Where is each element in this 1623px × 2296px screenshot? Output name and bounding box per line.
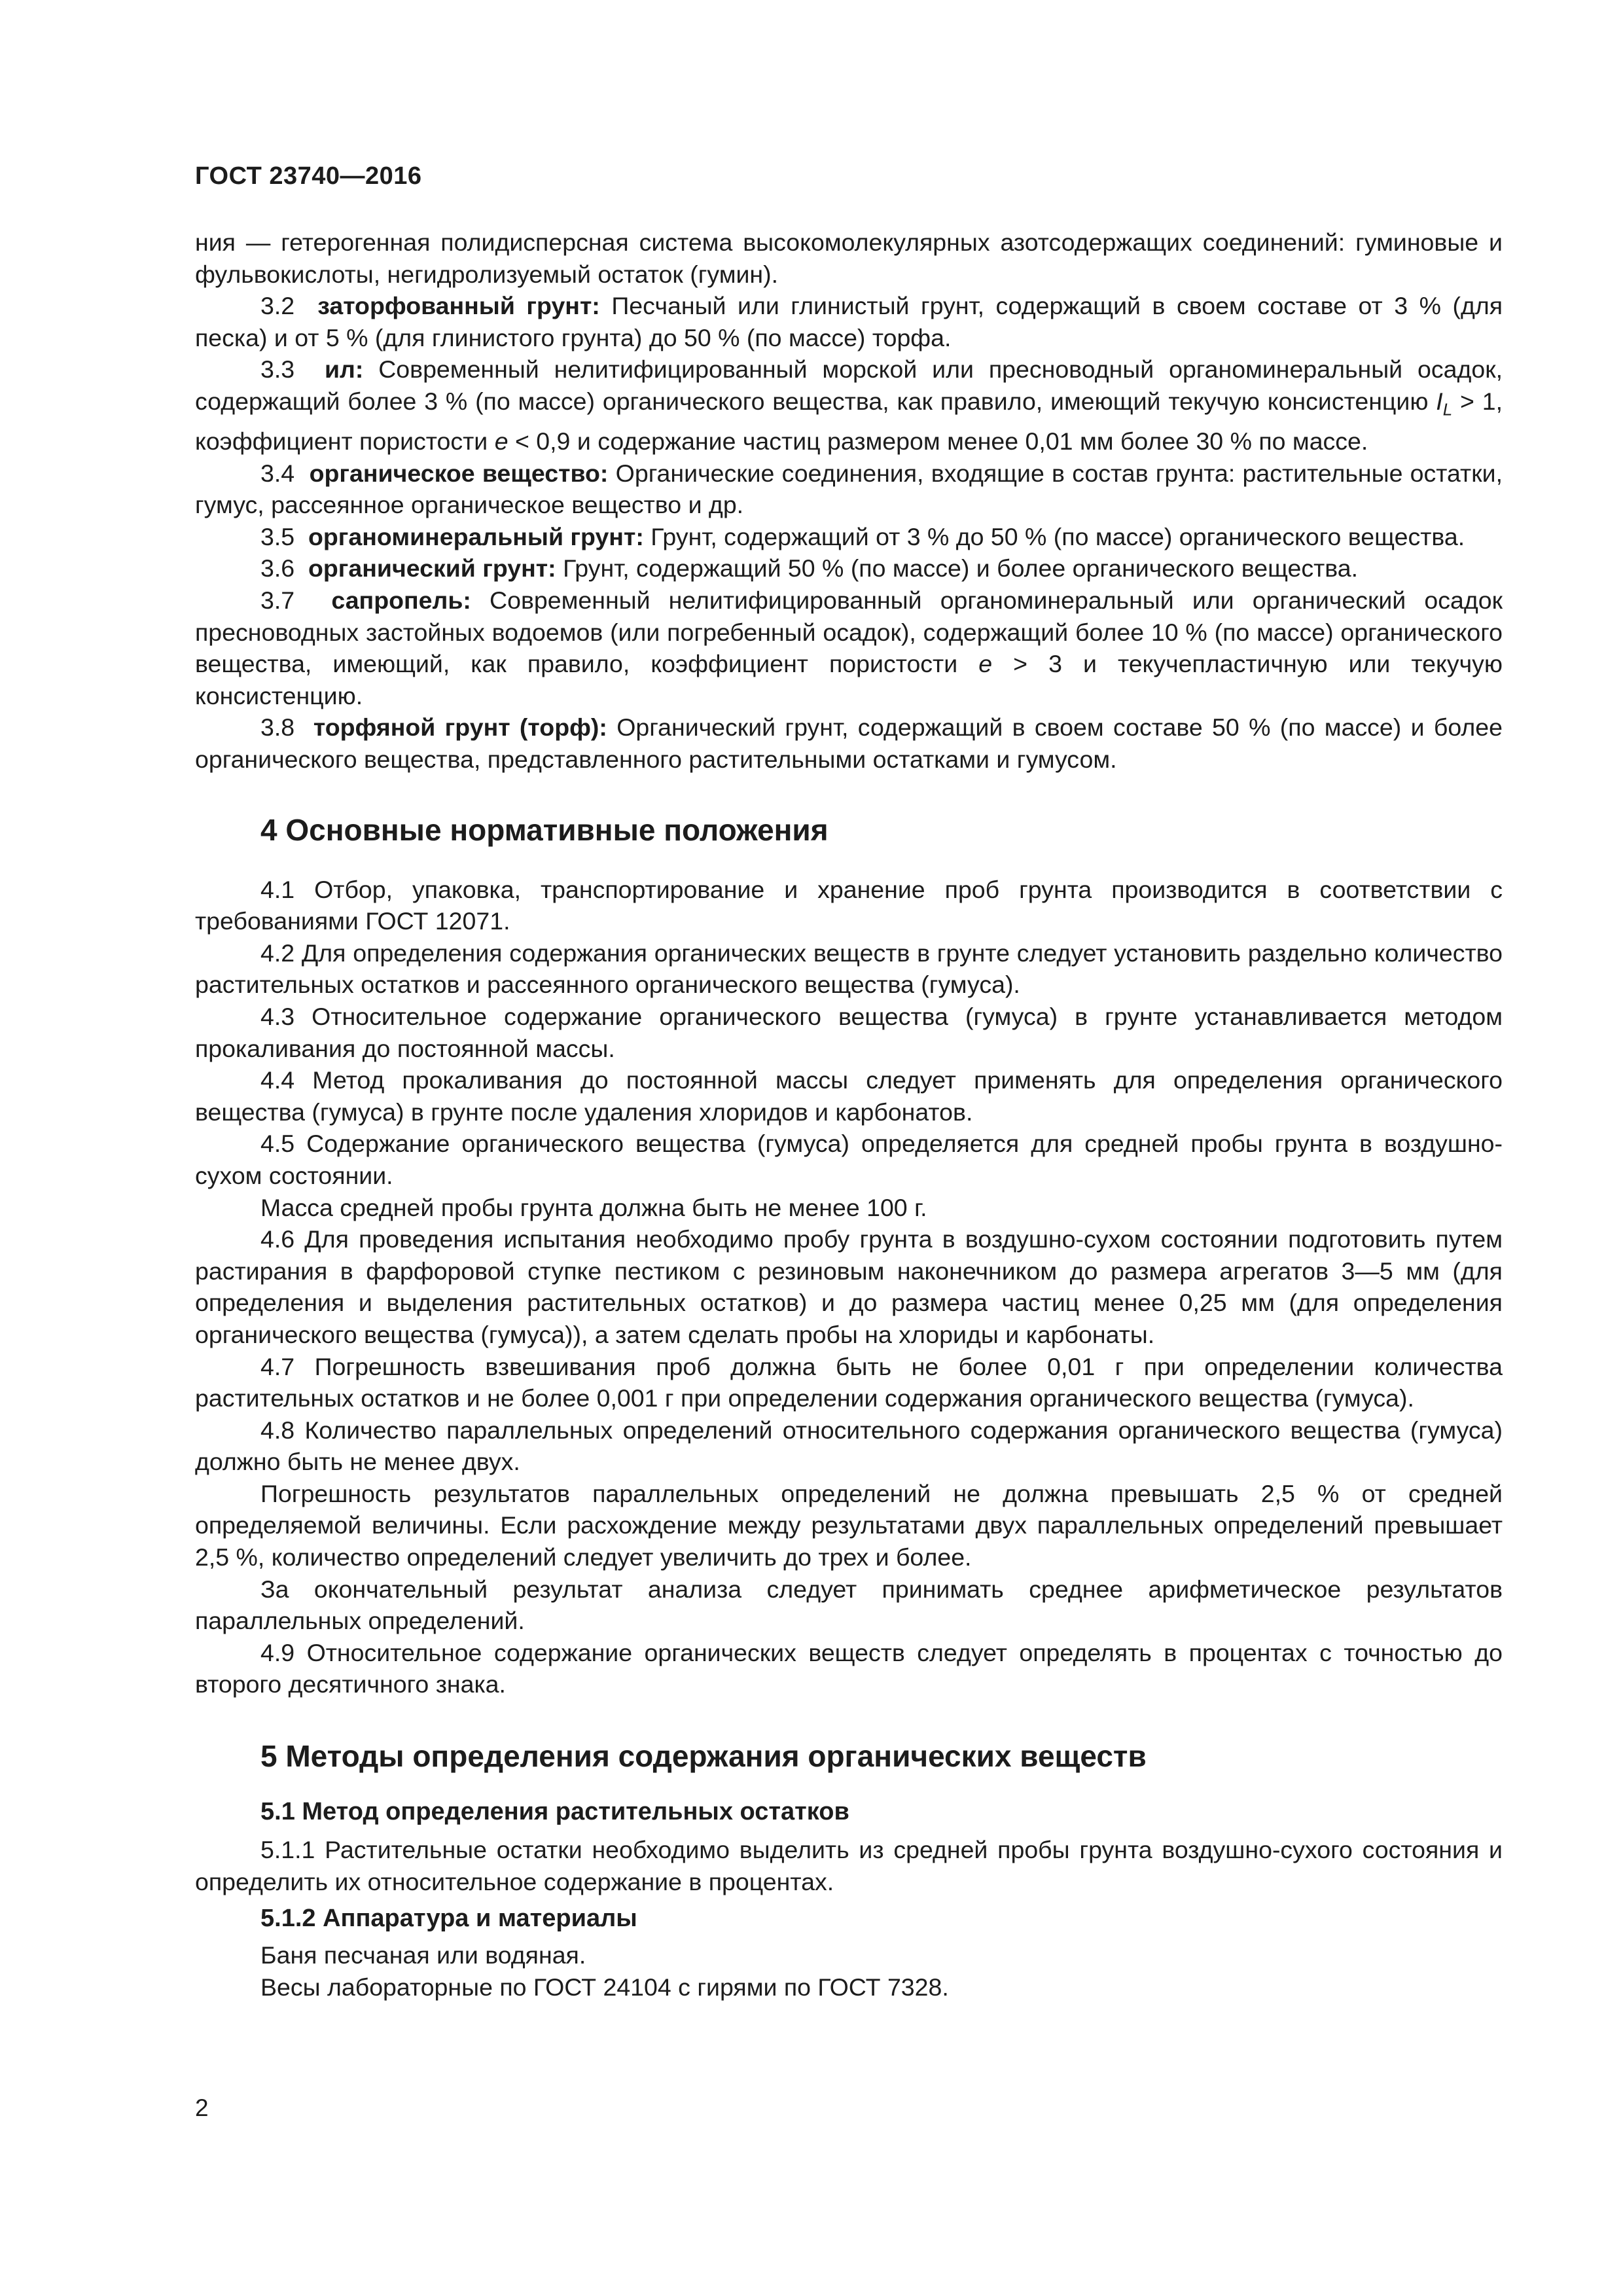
variable-i: I — [1436, 387, 1443, 415]
clause-number: 3.4 — [260, 459, 295, 487]
subsection-5-1-2-heading: 5.1.2 Аппаратура и материалы — [260, 1905, 637, 1933]
equipment-item: Баня песчаная или водяная. — [260, 1941, 586, 1969]
paragraph-4-5-mass: Масса средней пробы грунта должна быть не менее 100 г. — [260, 1193, 927, 1221]
definition-text: Органические соединения, входящие в состав грунта: растительные остатки, гумус, рассеянное органическое вещество и др. — [195, 459, 1503, 519]
paragraph-4-8-result: За окончательный результат анализа следует принимать среднее арифметическое результатов параллельных определений. — [195, 1575, 1503, 1635]
variable-e: e — [494, 427, 508, 456]
document-header: ГОСТ 23740—2016 — [195, 162, 422, 190]
definition-3-8 — [195, 711, 1503, 775]
subscript-l: L — [1442, 399, 1453, 420]
definition-3-4 — [195, 457, 1503, 521]
definition-text: Современный нелитифицированный органоминеральный или органический осадок пресноводных застойных водоемов (или погребенный осадок), содержащий более 10 % (по массе) органического вещества, имеющий, как правило, коэффициент пористости — [195, 586, 1503, 678]
definition-3-6 — [195, 552, 1503, 584]
definition-text: < 0,9 и содержание частиц размером менее 0,01 мм более 30 % по массе. — [514, 427, 1368, 456]
definition-term: органическое вещество: — [309, 459, 609, 487]
paragraph-4-8: 4.8 Количество параллельных определений относительного содержания органического вещества (гумуса) должно быть не менее двух. — [195, 1416, 1503, 1476]
definition-continuation: ния — гетерогенная полидисперсная система высокомолекулярных азотсодержащих соединений: гуминовые и фульвокислоты, негидролизуемый остаток (гумин). — [195, 228, 1503, 288]
definition-text: > 1, коэффициент пористости — [195, 387, 1503, 456]
section-4-heading: 4 Основные нормативные положения — [260, 812, 829, 847]
definition-term: органоминеральный грунт: — [308, 522, 644, 550]
definition-term: заторфованный грунт: — [317, 292, 600, 320]
paragraph-4-7: 4.7 Погрешность взвешивания проб должна быть не более 0,01 г при определении количества растительных остатков и не более 0,001 г при определении содержания органического вещества (гумуса). — [195, 1352, 1503, 1412]
paragraph-4-6: 4.6 Для проведения испытания необходимо пробу грунта в воздушно-сухом состоянии подготовить путем растирания в фарфоровой ступке пестиком с резиновым наконечником до размера агрегатов 3—5 мм (для определения и выделения растительных остатков) и до размера частиц менее 0,25 мм (для определения органического вещества (гумуса)), а затем сделать пробы на хлориды и карбонаты. — [195, 1225, 1503, 1348]
definition-term: органический грунт: — [308, 554, 556, 583]
clause-number: 3.5 — [260, 522, 295, 550]
paragraph-5-1-1: 5.1.1 Растительные остатки необходимо выделить из средней пробы грунта воздушно-сухого состояния и определить их относительное содержание в процентах. — [195, 1836, 1503, 1895]
subsection-5-1-heading: 5.1 Метод определения растительных остатков — [260, 1798, 849, 1826]
clause-number: 3.8 — [260, 713, 295, 742]
definition-text: > 3 и текучепластичную или текучую консистенцию. — [195, 650, 1503, 709]
clause-number: 3.2 — [260, 292, 295, 320]
definition-3-3 — [195, 353, 1503, 457]
definition-text: Песчаный или глинистый грунт, содержащий в своем составе от 3 % (для песка) и от 5 % (для глинистого грунта) до 50 % (по массе) торфа. — [195, 292, 1503, 351]
definition-text: Органический грунт, содержащий в своем составе 50 % (по массе) и более органического вещества, представленного растительными остатками и гумусом. — [195, 713, 1503, 773]
definition-3-5 — [195, 521, 1503, 553]
definition-text: Современный нелитифицированный морской или пресноводный органоминеральный осадок, содержащий более 3 % (по массе) органического вещества, как правило, имеющий текучую консистенцию — [195, 355, 1503, 415]
definition-term: ил: — [324, 355, 364, 384]
paragraph-4-3: 4.3 Относительное содержание органического вещества (гумуса) в грунте устанавливается методом прокаливания до постоянной массы. — [195, 1002, 1503, 1062]
paragraph-4-4: 4.4 Метод прокаливания до постоянной массы следует применять для определения органического вещества (гумуса) в грунте после удаления хлоридов и карбонатов. — [195, 1066, 1503, 1126]
clause-number: 3.6 — [260, 554, 295, 583]
clause-number: 3.3 — [260, 355, 295, 384]
equipment-item: Весы лабораторные по ГОСТ 24104 с гирями по ГОСТ 7328. — [260, 1973, 949, 2001]
definition-text: Грунт, содержащий от 3 % до 50 % (по массе) органического вещества. — [651, 522, 1465, 550]
document-body — [195, 226, 1503, 2003]
definition-text: Грунт, содержащий 50 % (по массе) и более органического вещества. — [563, 554, 1359, 583]
paragraph-4-9: 4.9 Относительное содержание органических веществ следует определять в процентах с точностью до второго десятичного знака. — [195, 1638, 1503, 1698]
definition-term: сапропель: — [331, 586, 471, 615]
paragraph-4-1: 4.1 Отбор, упаковка, транспортирование и хранение проб грунта производится в соответствии с требованиями ГОСТ 12071. — [195, 875, 1503, 935]
page-number: 2 — [195, 2094, 209, 2121]
definition-term: торфяной грунт (торф): — [313, 713, 607, 742]
variable-e: e — [978, 650, 993, 678]
paragraph-4-2: 4.2 Для определения содержания органических веществ в грунте следует установить раздельно количество растительных остатков и рассеянного органического вещества (гумуса). — [195, 939, 1503, 999]
section-5-heading: 5 Методы определения содержания органических веществ — [260, 1739, 1147, 1774]
paragraph-4-5: 4.5 Содержание органического вещества (гумуса) определяется для средней пробы грунта в воздушно-сухом состоянии. — [195, 1130, 1503, 1189]
clause-number: 3.7 — [260, 586, 295, 615]
definition-3-2 — [195, 290, 1503, 353]
definition-3-7 — [195, 584, 1503, 711]
paragraph-4-8-error: Погрешность результатов параллельных определений не должна превышать 2,5 % от средней определяемой величины. Если расхождение между результатами двух параллельных определений превышает 2,5 %, количество определений следует увеличить до трех и более. — [195, 1479, 1503, 1571]
